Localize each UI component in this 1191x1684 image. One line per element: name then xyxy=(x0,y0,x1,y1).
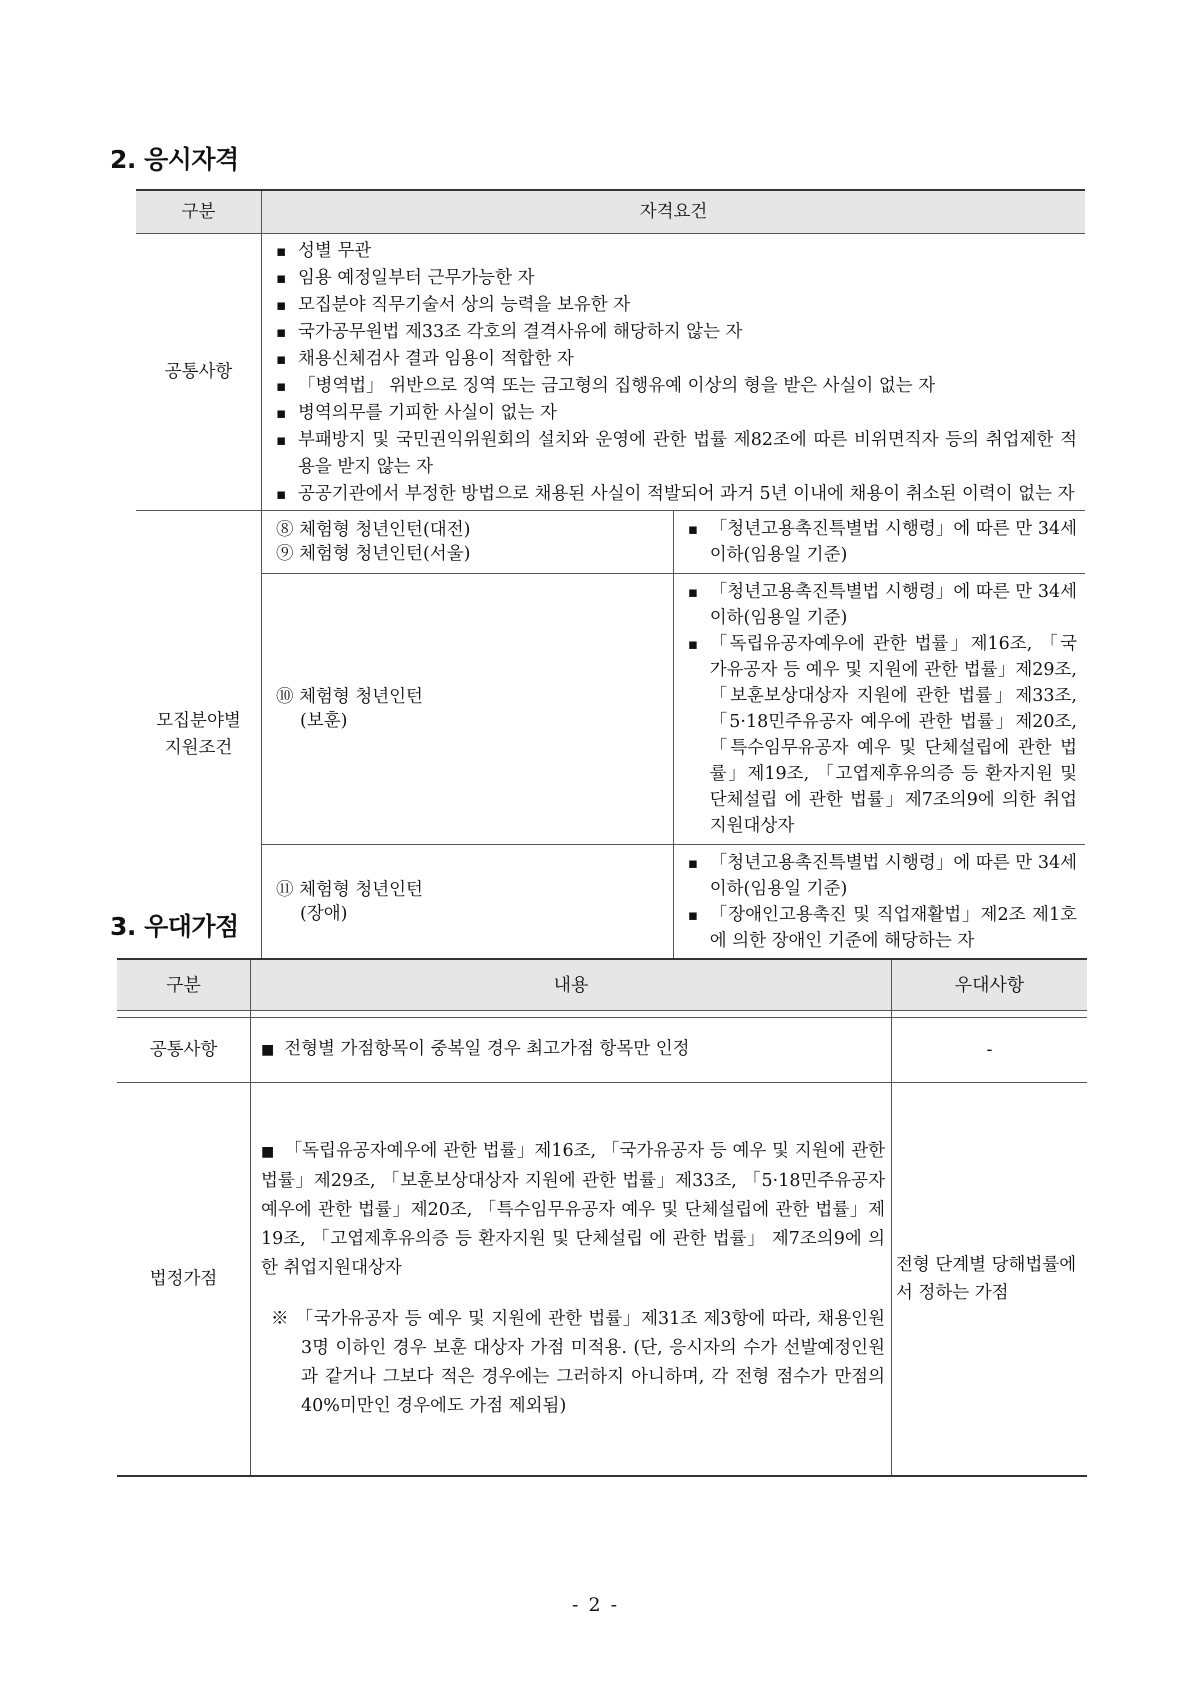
field-conditions-label xyxy=(136,511,262,961)
common-bonus-content xyxy=(251,1018,892,1083)
section-2-heading: 2. 응시자격 xyxy=(110,145,239,174)
list-item: ▪ 부패방지 및 국민권익위원회의 설치와 운영에 관한 법률 제82조에 따른 비위면직자 등의 취업제한 적용을 받지 않는 자 xyxy=(276,427,1077,481)
bullet-square-icon: ■ xyxy=(261,1042,275,1058)
header-requirements: 자격요건 xyxy=(262,190,1086,234)
statutory-bonus-label: 법정가점 xyxy=(117,1083,251,1477)
bullet-square-icon: ■ xyxy=(261,1144,275,1160)
list-item: ▪ 「장애인고용촉진 및 직업재활법」제2조 제1호에 의한 장애인 기준에 해당하는 자 xyxy=(688,902,1077,954)
field-conditions-cell xyxy=(673,574,1085,845)
list-item: ▪ 모집분야 직무기술서 상의 능력을 보유한 자 xyxy=(276,292,1077,319)
field-name-line: ⑨ 체험형 청년인턴(서울) xyxy=(276,544,471,564)
field-name-line: ⑪ 체험형 청년인턴 xyxy=(276,880,423,900)
bonus-points-table xyxy=(117,958,1087,1477)
field-label-line: 모집분야별 xyxy=(156,711,241,731)
header-category: 구분 xyxy=(136,190,262,234)
list-item: ▪ 「청년고용촉진특별법 시행령」에 따른 만 34세 이하(임용일 기준) xyxy=(688,516,1077,568)
page-number: - 2 - xyxy=(571,1594,619,1616)
list-item: ▪ 성별 무관 xyxy=(276,238,1077,265)
list-item: ▪ 「병역법」 위반으로 징역 또는 금고형의 집행유예 이상의 형을 받은 사실이 없는 자 xyxy=(276,373,1077,400)
header-content: 내용 xyxy=(251,959,892,1011)
field-name-disability xyxy=(262,845,674,961)
field-name-veterans xyxy=(262,574,674,845)
list-item: ▪ 채용신체검사 결과 임용이 적합한 자 xyxy=(276,346,1077,373)
field-name-daejeon-seoul xyxy=(262,511,674,574)
field-label-line: 지원조건 xyxy=(164,738,233,758)
statutory-bonus-benefit: 전형 단계별 당해법률에서 정하는 가점 xyxy=(892,1083,1088,1477)
field-row xyxy=(136,511,1085,574)
statute-text: 「독립유공자예우에 관한 법률」제16조, 「국가유공자 등 예우 및 지원에 관한 법률」제29조, 「보훈보상대상자 지원에 관한 법률」제33조, 「5·18민주유공자 예우에 관한 법률」제20조, 「특수임무유공자 예우 및 단체설립에 관한 법률」제19조, 「고엽제후유의증 등 환자지원 및 단체설립 에 관한 법률」 제7조의9에 의한 취업지원대상자 xyxy=(261,1141,886,1278)
table-header-row xyxy=(136,190,1085,234)
list-item: ▪ 병역의무를 기피한 사실이 없는 자 xyxy=(276,400,1077,427)
list-item: ▪ 임용 예정일부터 근무가능한 자 xyxy=(276,265,1077,292)
header-benefit: 우대사항 xyxy=(892,959,1088,1011)
field-name-line: ⑧ 체험형 청년인턴(대전) xyxy=(276,520,471,540)
field-name-line: (장애) xyxy=(300,904,348,924)
common-requirements-cell xyxy=(262,234,1086,511)
header-category: 구분 xyxy=(117,959,251,1011)
common-requirements-row xyxy=(136,234,1085,511)
exception-note: ※ 「국가유공자 등 예우 및 지원에 관한 법률」제31조 제3항에 따라, 채용인원 3명 이하인 경우 보훈 대상자 가점 미적용. (단, 응시자의 수가 선발예정인원과 같거나 그보다 적은 경우에는 그러하지 아니하며, 각 전형 점수가 만점의 40%미만인 경우에도 가점 제외됨) xyxy=(271,1309,885,1416)
field-row xyxy=(136,574,1085,845)
common-bonus-row xyxy=(117,1018,1087,1083)
statutory-bonus-content xyxy=(251,1083,892,1477)
field-conditions-cell xyxy=(673,511,1085,574)
statutory-bonus-row xyxy=(117,1083,1087,1477)
common-bonus-text: 전형별 가점항목이 중복일 경우 최고가점 항목만 인정 xyxy=(284,1039,690,1059)
common-bonus-label: 공통사항 xyxy=(117,1018,251,1083)
list-item: ▪ 「독립유공자예우에 관한 법률」제16조, 「국가유공자 등 예우 및 지원에 관한 법률」제29조, 「보훈보상대상자 지원에 관한 법률」제33조, 「5·18민주유공자 예우에 관한 법률」제20조, 「특수임무유공자 예우 및 단체설립에 관한 법률」제19조, 「고엽제후유의증 등 환자지원 및 단체설립 에 관한 법률」제7조의9에 의한 취업지원대상자 xyxy=(688,631,1077,839)
common-label: 공통사항 xyxy=(136,234,262,511)
list-item: ▪ 「청년고용촉진특별법 시행령」에 따른 만 34세 이하(임용일 기준) xyxy=(688,850,1077,902)
field-name-line: (보훈) xyxy=(300,711,348,731)
section-3-heading: 3. 우대가점 xyxy=(110,912,239,941)
list-item: ▪ 「청년고용촉진특별법 시행령」에 따른 만 34세 이하(임용일 기준) xyxy=(688,579,1077,631)
list-item: ▪ 공공기관에서 부정한 방법으로 채용된 사실이 적발되어 과거 5년 이내에 채용이 취소된 이력이 없는 자 xyxy=(276,481,1077,508)
eligibility-table xyxy=(136,189,1085,961)
header-spacer xyxy=(117,1011,1087,1018)
list-item: ▪ 국가공무원법 제33조 각호의 결격사유에 해당하지 않는 자 xyxy=(276,319,1077,346)
field-conditions-cell xyxy=(673,845,1085,961)
field-row xyxy=(136,845,1085,961)
statute-paragraph xyxy=(261,1137,885,1283)
table-header-row xyxy=(117,959,1087,1011)
common-bonus-benefit: - xyxy=(892,1018,1088,1083)
field-name-line: ⑩ 체험형 청년인턴 xyxy=(276,687,423,707)
